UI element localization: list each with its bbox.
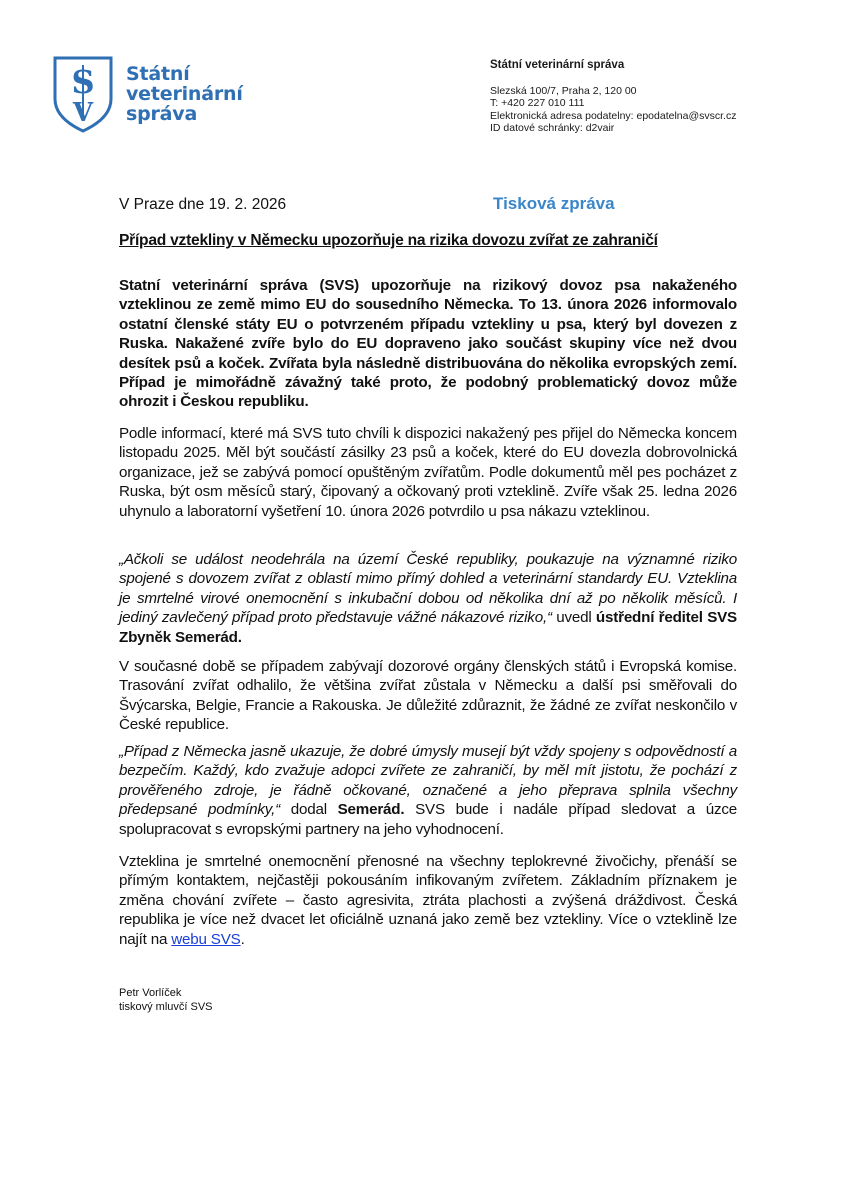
logo-wordmark [126,64,243,124]
quote-speaker: ústřední ředitel SVS Zbyněk Semerád. [119,609,737,646]
svs-shield-aesculapius-icon [52,55,114,133]
dateline: V Praze dne 19. 2. 2026 [119,196,287,213]
organization-databox: ID datové schránky: d2vair [490,122,615,134]
quote-text: „Ačkoli se událost neodehrála na území České republiky, poukazuje na významné riziko spojené s dovozem zvířat z oblastí mimo přímý dohled a veterinární standardy EU. Vzteklina je smrtelné virové onemocnění s inkubační dobou od několika dní až po několik měsíců. I jediný zavlečený případ proto představuje vážné nákazové riziko,“ [119,551,737,627]
paragraph-rabies-info [119,852,737,949]
quote-verb: uvedl [551,609,596,627]
quote-tail: SVS bude i nadále případ sledovat a úzce spolupracovat s evropskými partnery na jeho vyhodnocení. [119,801,738,838]
logo-line-3: správa [126,103,198,125]
logo-line-2: veterinární [126,83,243,105]
svg-text:V: V [72,98,94,128]
quote-director [119,550,737,647]
quote-semerad [119,742,737,839]
quote-verb: dodal [279,801,338,819]
rabies-info-end: . [240,930,245,948]
signature [119,986,213,1014]
paragraph-details: Podle informací, které má SVS tuto chvíli k dispozici nakažený pes přijel do Německa koncem listopadu 2025. Měl být součástí zásilky 23 psů a koček, které do EU dovezla dobrovolnická organizace, jež se zabývá pomocí opuštěným zvířatům. Podle dokumentů měl pes pocházet z Ruska, být osm měsíců starý, čipovaný a očkovaný proti vzteklině. Zvíře však 25. ledna 2026 uhynulo a laboratorní vyšetření 10. února 2026 potvrdilo u psa nákazu vzteklinou. [119,425,737,520]
svs-logo [52,55,243,133]
lead-paragraph: Statní veterinární správa (SVS) upozorňuje na rizikový dovoz psa nakaženého vzteklinou ze země mimo EU do sousedního Německa. To 13. února 2026 informovalo ostatní členské státy EU o potvrzeném případu vztekliny u psa, který byl dovezen z Ruska. Nakažené zvíře bylo do EU dopraveno jako součást skupiny více než dvou desítek psů a koček. Zvířata byla následně distribuována do několika evropských zemí. Případ je mimořádně závažný také proto, že podobný problematický dovoz může ohrozit i Českou republiku. [119,277,737,411]
organization-address: Slezská 100/7, Praha 2, 120 00 [490,84,637,97]
quote-text: „Případ z Německa jasně ukazuje, že dobré úmysly musejí být vždy spojeny s odpovědností a bezpečím. Každý, kdo zvažuje adopci zvířete ze zahraničí, by měl mít jistotu, že pochází z prověřeného zdroje, je řádně očkované, označené a jeho přeprava splnila všechny předepsané podmínky,“ [119,743,737,819]
quote-speaker: Semerád. [337,801,405,819]
organization-phone: T: +420 227 010 111 [490,97,585,109]
document-type: Tisková zpráva [493,194,615,213]
logo-line-1: Státní [126,63,190,85]
organization-email: Elektronická adresa podatelny: epodatelna@svscr.cz [490,109,737,122]
headline: Případ vztekliny v Německu upozorňuje na rizika dovozu zvířat ze zahraničí [119,232,658,249]
organization-name: Státní veterinární správa [490,59,625,71]
organization-contact [490,59,736,135]
signature-role: tiskový mluvčí SVS [119,1001,213,1013]
svs-web-link[interactable]: webu SVS [171,930,241,948]
rabies-info-text: Vzteklina je smrtelné onemocnění přenosné na všechny teplokrevné živočichy, přenáší se přímým kontaktem, nejčastěji pokousáním infikovaným zvířetem. Základním příznakem je změna chování zvířete – často agresivita, ztráta plachosti a zvýšená dráždivost. Česká republika je více než dvacet let oficiálně uznaná jako země bez vztekliny. Více o vzteklině lze najít na [119,853,737,948]
svg-text:S: S [71,63,95,101]
paragraph-tracing: V současné době se případem zabývají dozorové orgány členských států i Evropská komise. Trasování zvířat odhalilo, že většina zvířat zůstala v Německu a další psi směřovali do Švýcarska, Belgie, Francie a Rakouska. Je důležité zdůraznit, že žádné ze zvířat neskončilo v České republice. [119,658,737,734]
signature-name: Petr Vorlíček [119,987,182,999]
